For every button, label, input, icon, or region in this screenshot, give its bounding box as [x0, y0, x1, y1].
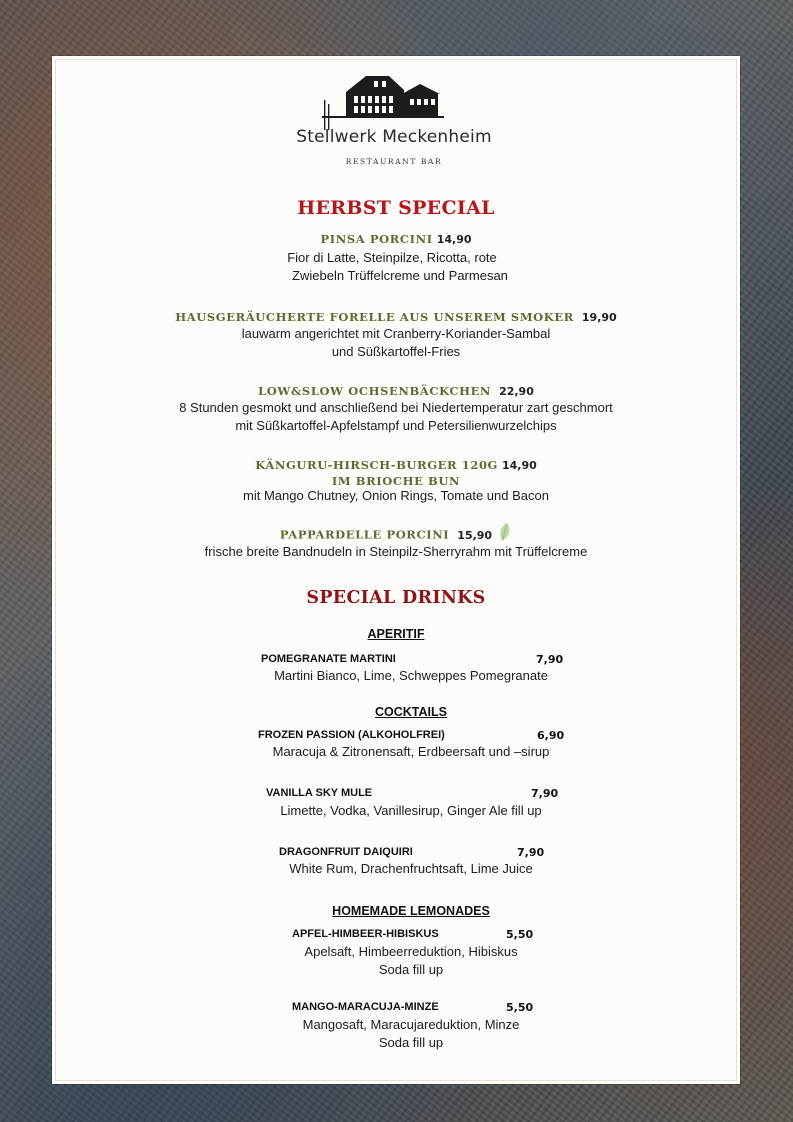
drink-description-line: Soda fill up [378, 962, 444, 977]
drink-price: 6,90 [537, 729, 565, 742]
drink-name: POMEGRANATE MARTINI [261, 653, 396, 665]
dish-description-line: 8 Stunden gesmokt und anschließend bei Niedertemperatur zart geschmort [179, 400, 613, 415]
dish-title-row [52, 382, 740, 400]
section-title-herbst: HERBST SPECIAL [297, 197, 495, 219]
dish-description [52, 543, 740, 561]
subsection-heading-aperitif: APERITIF [367, 627, 425, 641]
dish-description-line: mit Süßkartoffel-Apfelstampf und Petersilienwurzelchips [235, 418, 557, 433]
dish-description-line: Zwiebeln Trüffelcreme und Parmesan [292, 268, 508, 283]
dish-description-line: frische breite Bandnudeln in Steinpilz-Sherryrahm mit Trüffelcreme [204, 544, 588, 559]
drink-description: Maracuja & Zitronensaft, Erdbeersaft und –sirup [272, 744, 550, 759]
drink-description-line: Soda fill up [378, 1035, 444, 1050]
dish-name: PAPPARDELLE PORCINI [279, 527, 450, 542]
drink-name: FROZEN PASSION (ALKOHOLFREI) [258, 729, 445, 741]
dish-description-line: mit Mango Chutney, Onion Rings, Tomate und Bacon [243, 488, 549, 503]
dish-description [52, 399, 740, 435]
drink-price: 5,50 [506, 1001, 534, 1014]
dish-price: 14,90 [501, 459, 537, 472]
dish-name: LOW&SLOW OCHSENBÄCKCHEN [258, 384, 492, 398]
dish-description [52, 249, 740, 285]
dish-price: 19,90 [581, 311, 617, 324]
drink-name: MANGO-MARACUJA-MINZE [292, 1001, 439, 1013]
dish-title-row [52, 308, 740, 326]
subsection-heading-lemonades: HOMEMADE LEMONADES [332, 904, 490, 918]
drink-description [52, 943, 770, 979]
drink-price: 7,90 [517, 846, 545, 859]
restaurant-logo [294, 72, 494, 172]
drink-name: VANILLA SKY MULE [266, 787, 373, 799]
dish-price: 14,90 [436, 233, 472, 246]
dish-name: KÄNGURU-HIRSCH-BURGER 120G [255, 458, 498, 472]
drink-price: 7,90 [531, 787, 559, 800]
logo-name: Stellwerk Meckenheim [296, 127, 492, 147]
dish-name: PINSA PORCINI [320, 232, 433, 246]
drink-description [52, 1016, 770, 1052]
logo-subtitle: RESTAURANT BAR [345, 157, 443, 166]
dish-description-line: Fior di Latte, Steinpilze, Ricotta, rote [287, 250, 497, 265]
drink-description-line: Apelsaft, Himbeerreduktion, Hibiskus [304, 944, 518, 959]
dish-price: 15,90 [457, 528, 493, 542]
drink-name: DRAGONFRUIT DAIQUIRI [279, 846, 413, 858]
dish-price: 22,90 [499, 385, 534, 398]
section-title-drinks: SPECIAL DRINKS [306, 588, 486, 608]
dish-description [52, 487, 740, 505]
station-building-icon [294, 72, 494, 132]
dish-description-line: und Süßkartoffel-Fries [331, 344, 461, 359]
drink-description-line: Mangosaft, Maracujareduktion, Minze [302, 1017, 520, 1032]
dish-title-row [52, 230, 740, 248]
drink-description: Martini Bianco, Lime, Schweppes Pomegranate [274, 668, 548, 683]
dish-name-line2: IM BRIOCHE BUN [331, 474, 461, 488]
dish-name: HAUSGERÄUCHERTE FORELLE AUS UNSEREM SMOKER [175, 310, 574, 324]
subsection-heading-cocktails: COCKTAILS [375, 705, 447, 719]
drink-price: 5,50 [506, 928, 534, 941]
drink-price: 7,90 [536, 653, 564, 666]
drink-description: White Rum, Drachenfruchtsaft, Lime Juice [289, 861, 533, 876]
drink-name: APFEL-HIMBEER-HIBISKUS [292, 928, 439, 940]
drink-description: Limette, Vodka, Vanillesirup, Ginger Ale fill up [280, 803, 542, 818]
dish-description [52, 325, 740, 361]
dish-description-line: lauwarm angerichtet mit Cranberry-Koriander-Sambal [241, 326, 551, 341]
